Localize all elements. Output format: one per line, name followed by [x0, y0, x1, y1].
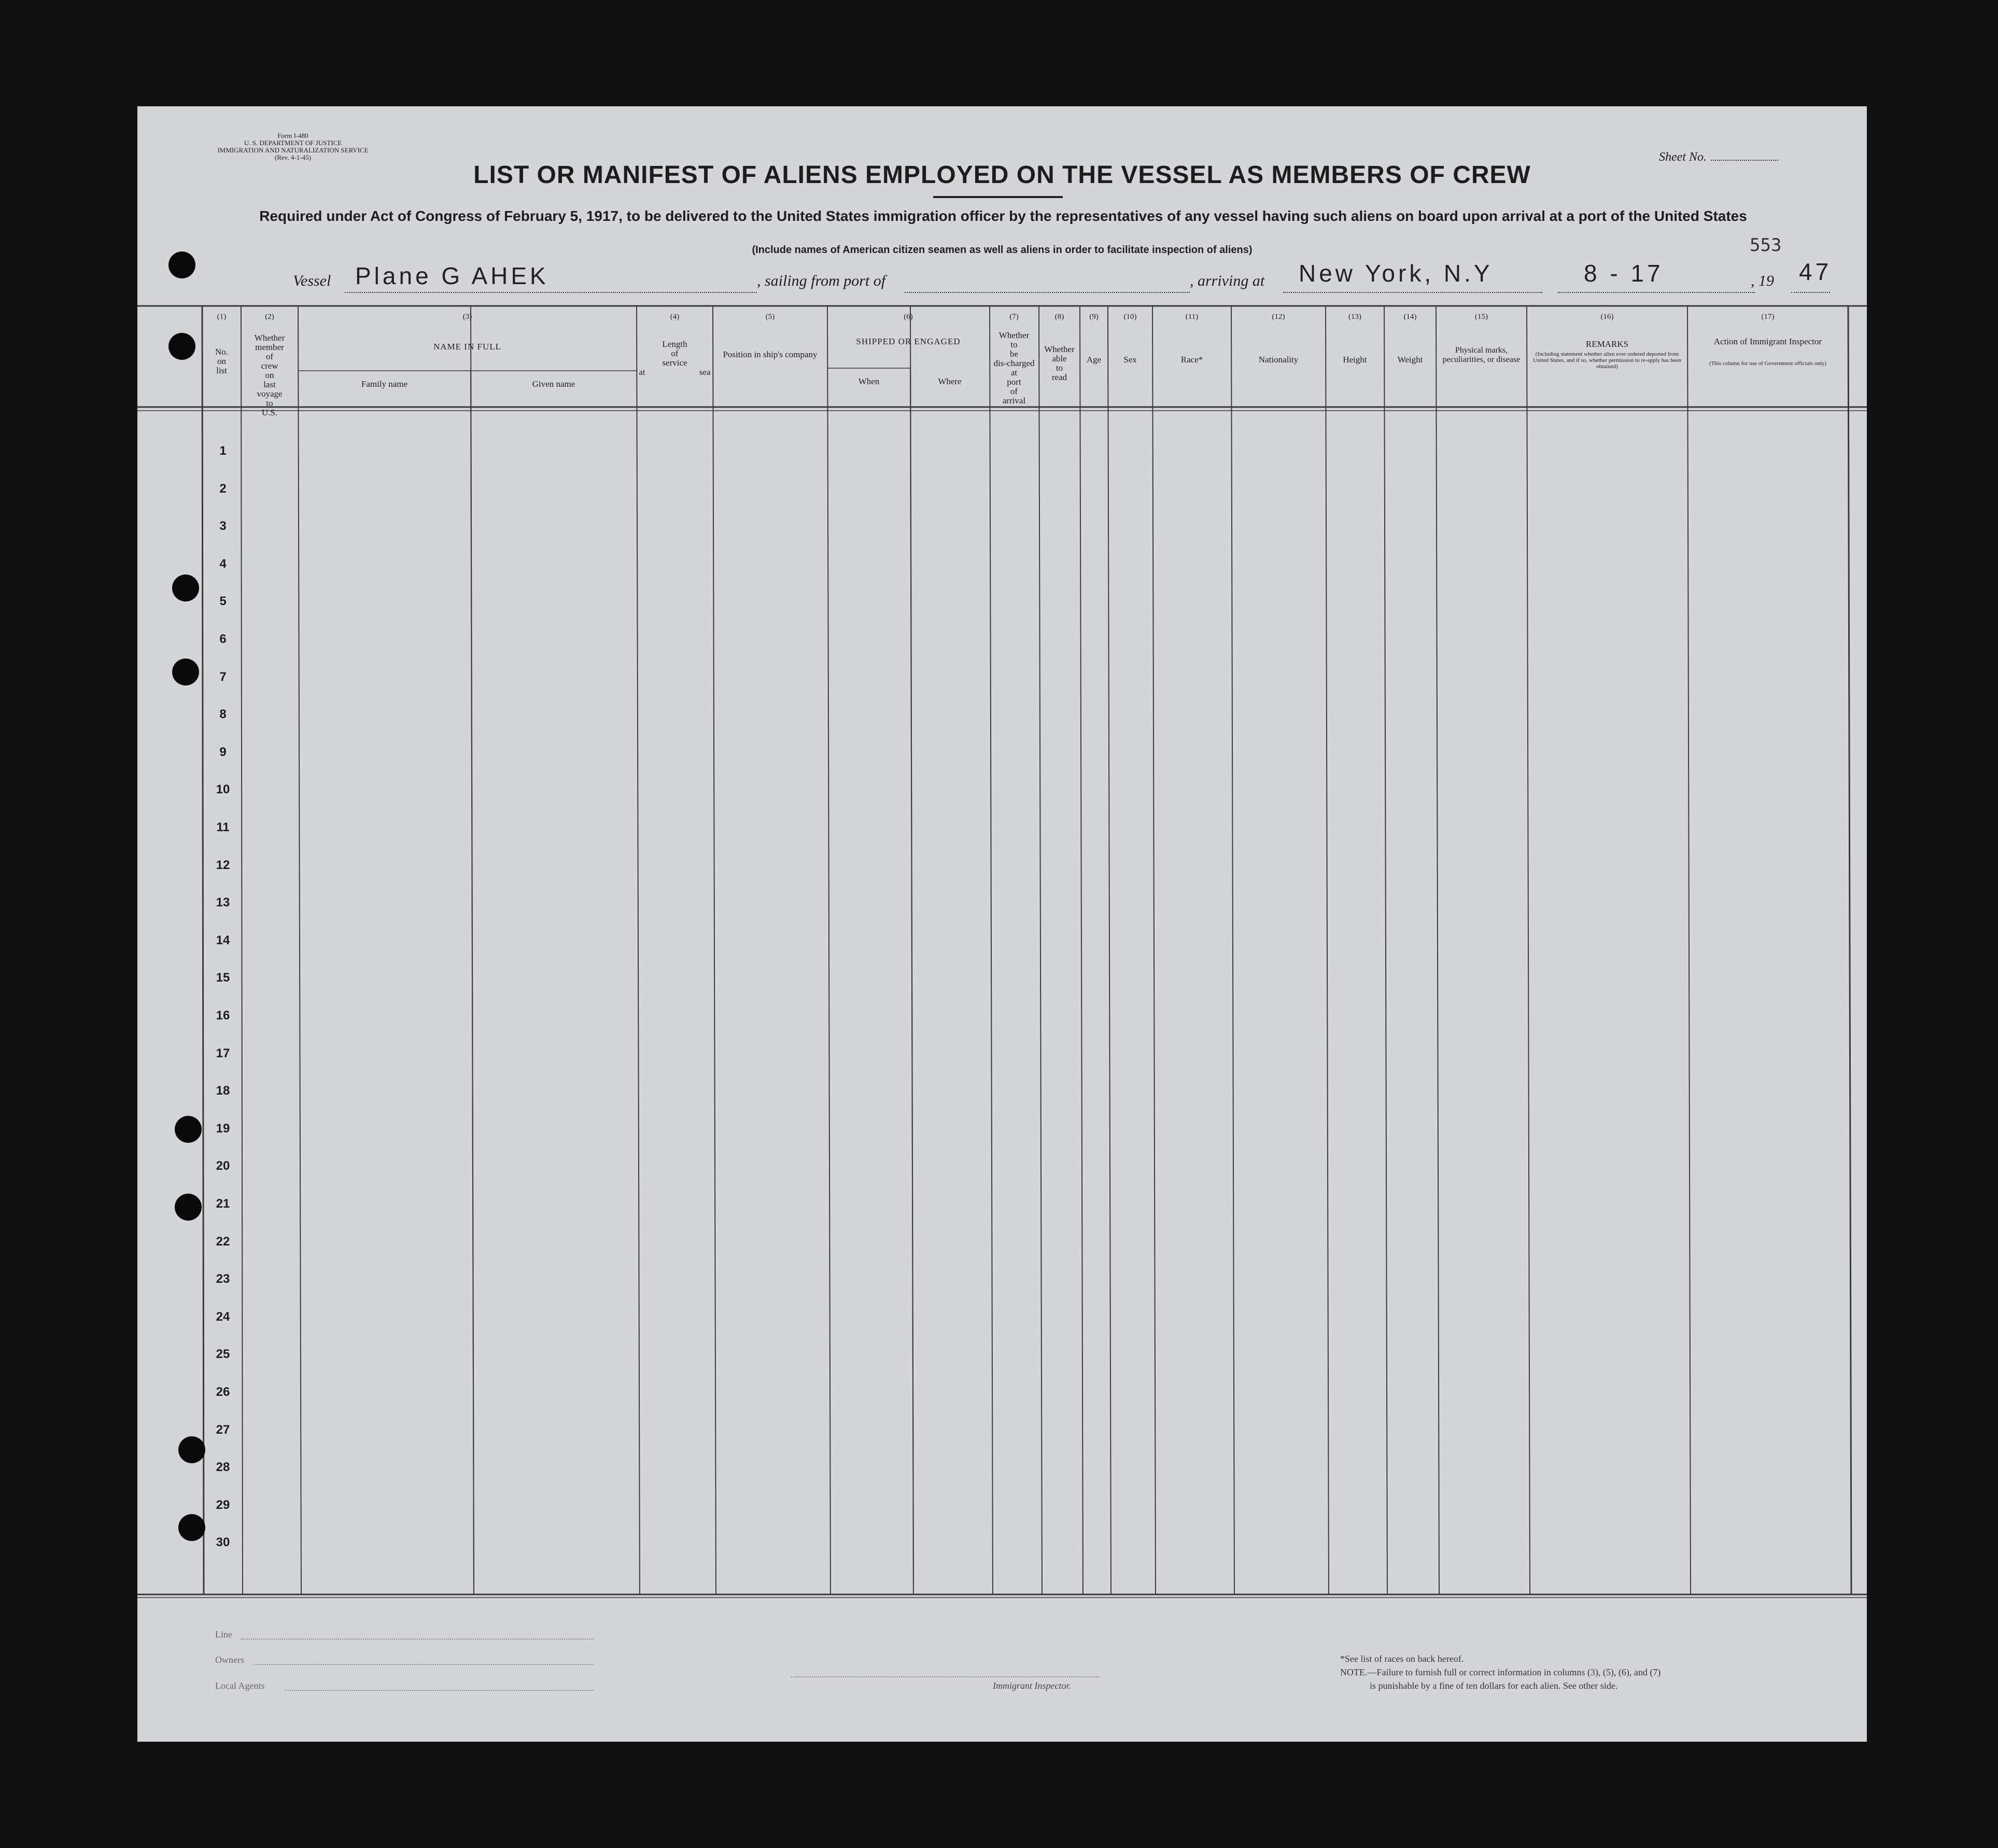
column-heading: Sex [1123, 355, 1137, 365]
column-heading: Whether able to read [1044, 344, 1075, 382]
row-number: 30 [216, 1535, 230, 1550]
row-number: 25 [216, 1347, 230, 1362]
column-subheading: Given name [532, 379, 575, 389]
column-divider [827, 306, 831, 1594]
local-agents-field [285, 1690, 594, 1691]
column-heading: Whether to be dis-charged at port of arrival [993, 330, 1035, 405]
arrival-date-value: 8 - 17 [1584, 260, 1664, 287]
column-divider [1326, 306, 1329, 1594]
punch-hole [178, 1436, 205, 1463]
column-heading: Position in ship's company [723, 349, 818, 359]
form-revision: (Rev. 4-1-45) [275, 153, 311, 161]
penalty-note-line-1: NOTE.—Failure to furnish full or correct information in columns (3), (5), (6), and (7) [1340, 1667, 1661, 1677]
row-number: 9 [219, 745, 227, 759]
row-number: 16 [216, 1009, 230, 1023]
local-agents-label: Local Agents [215, 1681, 265, 1691]
document-title: LIST OR MANIFEST OF ALIENS EMPLOYED ON THE VESSEL AS MEMBERS OF CREW [473, 161, 1531, 189]
column-heading: Physical marks, peculiarities, or disease [1442, 346, 1521, 364]
row-number: 6 [219, 632, 227, 646]
column-divider [637, 306, 640, 1594]
column-number: (4) [670, 313, 680, 321]
column-heading: SHIPPED OR ENGAGED [856, 337, 961, 346]
column-subheading: When [858, 376, 880, 386]
row-number: 12 [216, 858, 230, 872]
arriving-port-value: New York, N.Y [1299, 260, 1493, 287]
row-number: 28 [216, 1460, 230, 1475]
penalty-note-line-2: is punishable by a fine of ten dollars for each alien. See other side. [1370, 1681, 1618, 1691]
column-heading: Age [1086, 355, 1102, 365]
race-note: *See list of races on back hereof. [1340, 1654, 1464, 1664]
column-number: (7) [1009, 313, 1019, 321]
column-divider [202, 306, 204, 1594]
column-heading: Action of Immigrant Inspector [1713, 337, 1822, 346]
row-number: 15 [216, 971, 230, 985]
column-number: (1) [217, 313, 227, 321]
column-number: (8) [1054, 313, 1064, 321]
row-number: 8 [219, 707, 227, 722]
punch-hole [168, 333, 195, 360]
row-number: 24 [216, 1309, 230, 1324]
column-heading: Weight [1397, 355, 1423, 365]
shipped-subcolumn-divider [910, 368, 913, 1594]
column-divider [241, 306, 243, 1594]
row-number: 20 [216, 1159, 230, 1173]
year-prefix: , 19 [1751, 272, 1774, 289]
inspector-label: Immigrant Inspector. [993, 1681, 1071, 1691]
row-number: 14 [216, 933, 230, 947]
manifest-sheet [137, 106, 1867, 1742]
column-number: (17) [1761, 313, 1775, 321]
column-number: (2) [265, 313, 274, 321]
column-heading: Height [1343, 355, 1367, 365]
punch-hole [175, 1116, 202, 1143]
arriving-label: , arriving at [1190, 272, 1265, 289]
row-number: 17 [216, 1046, 230, 1060]
column-divider [713, 306, 716, 1594]
column-heading: NAME IN FULL [433, 342, 501, 352]
punch-hole [178, 1514, 205, 1541]
row-number: 27 [216, 1422, 230, 1437]
column-divider [1384, 306, 1387, 1594]
column-number: (10) [1123, 313, 1137, 321]
column-heading: Length of service at sea [639, 339, 711, 377]
punch-hole [172, 575, 199, 601]
row-number: 3 [219, 519, 227, 534]
column-number: (16) [1600, 313, 1614, 321]
row-number: 11 [216, 820, 230, 834]
column-heading: Race* [1180, 355, 1203, 365]
punch-hole [172, 659, 199, 685]
owners-label: Owners [215, 1655, 244, 1665]
row-number: 10 [216, 782, 230, 797]
vessel-name-value: Plane G AHEK [355, 262, 549, 289]
column-divider [1152, 306, 1156, 1594]
column-divider [990, 306, 993, 1594]
column-divider [1687, 306, 1691, 1594]
sailing-label: , sailing from port of [757, 272, 886, 289]
column-number: (14) [1403, 313, 1417, 321]
row-number: 23 [216, 1272, 230, 1286]
row-number: 4 [219, 556, 227, 571]
stamp-number: 553 [1750, 235, 1782, 256]
column-divider [298, 306, 301, 1594]
inclusion-note: (Include names of American citizen seamen as well as aliens in order to facilitate inspection of aliens) [752, 244, 1253, 256]
column-number: (12) [1272, 313, 1285, 321]
column-divider [1080, 306, 1083, 1594]
owners-field [254, 1664, 594, 1665]
row-number: 22 [216, 1234, 230, 1249]
department-name: U. S. DEPARTMENT OF JUSTICE [244, 139, 342, 147]
column-divider [1039, 306, 1042, 1594]
column-divider [1108, 306, 1111, 1594]
row-number: 29 [216, 1497, 230, 1512]
inspector-signature-line [791, 1676, 1099, 1677]
row-number: 5 [219, 594, 227, 609]
row-number: 26 [216, 1385, 230, 1399]
column-heading-detail: (Including statement whether alien ever ordered deported from United States, and if so, whether permission to re-apply has been obtained) [1533, 351, 1681, 370]
column-subheading: Family name [361, 379, 408, 389]
column-divider [1527, 306, 1530, 1594]
row-number: 21 [216, 1197, 230, 1211]
column-number: (5) [765, 313, 775, 321]
column-number: (11) [1185, 313, 1199, 321]
line-field [241, 1639, 594, 1640]
row-number: 19 [216, 1121, 230, 1136]
column-number: (3) [462, 313, 472, 321]
row-number: 1 [219, 444, 227, 458]
column-subheading: Where [938, 376, 962, 386]
column-number: (9) [1089, 313, 1099, 321]
year-value: 47 [1799, 258, 1832, 285]
sheet-number-label: Sheet No. [1659, 150, 1707, 164]
row-number: 2 [219, 481, 227, 496]
document-subtitle: Required under Act of Congress of February 5, 1917, to be delivered to the United States immigration officer by the representatives of any vessel having such aliens on board upon arrival at a port of the United States [259, 208, 1747, 224]
column-number: (6) [904, 313, 913, 321]
line-label: Line [215, 1629, 232, 1640]
column-number: (13) [1348, 313, 1361, 321]
row-number: 7 [219, 669, 227, 684]
column-heading: Nationality [1258, 355, 1299, 365]
row-number: 18 [216, 1084, 230, 1098]
column-divider [1231, 306, 1234, 1594]
column-heading-detail: (This column for use of Government officials only) [1709, 360, 1827, 367]
service-name: IMMIGRATION AND NATURALIZATION SERVICE [217, 146, 369, 154]
column-number: (15) [1475, 313, 1488, 321]
name-subcolumn-divider [471, 371, 474, 1594]
punch-hole [175, 1194, 202, 1221]
punch-hole [168, 251, 195, 278]
column-heading: No. on list [215, 347, 229, 375]
form-number: Form I-480 [277, 132, 308, 139]
vessel-label: Vessel [293, 272, 331, 289]
column-heading: Whether member of crew on last voyage to U.S. [254, 333, 285, 417]
column-divider [1848, 306, 1851, 1594]
column-divider [1436, 306, 1439, 1594]
column-heading: REMARKS [1585, 339, 1629, 349]
row-number: 13 [216, 895, 230, 910]
